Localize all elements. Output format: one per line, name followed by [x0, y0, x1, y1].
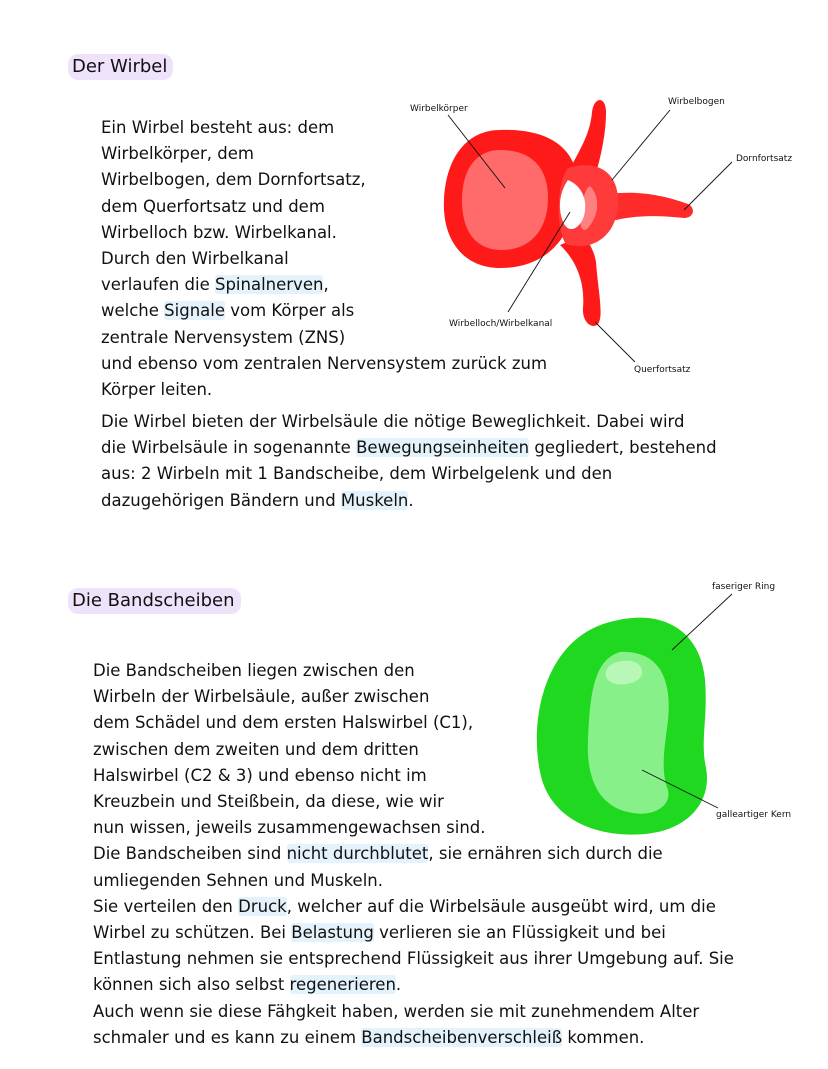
highlighted-term: regenerieren [289, 975, 396, 995]
text-segment: , sie ernähren sich durch die [428, 844, 663, 864]
text-line: Entlastung nehmen sie entsprechend Flüssigkeit aus ihrer Umgebung auf. Sie [93, 949, 734, 969]
text-segment: verlaufen die [101, 275, 215, 295]
highlighted-term: Bewegungseinheiten [356, 438, 530, 458]
text-line: zwischen dem zweiten und dem dritten [93, 739, 419, 759]
highlighted-term: nicht durchblutet [286, 844, 429, 864]
text-line: Wirbelloch bzw. Wirbelkanal. [101, 222, 337, 242]
text-line: zentrale Nervensystem (ZNS) [101, 327, 346, 347]
text-line: umliegenden Sehnen und Muskeln. [93, 870, 383, 890]
text-segment: verlieren sie an Flüssigkeit und bei [373, 923, 666, 943]
text-line: dem Querfortsatz und dem [101, 196, 325, 216]
text-line [93, 1025, 734, 1051]
text-segment: , [323, 275, 329, 295]
text-line: nun wissen, jeweils zusammengewachsen sind. [93, 818, 486, 838]
label-wirbelbogen: Wirbelbogen [668, 97, 725, 107]
highlighted-term: Muskeln [340, 490, 409, 510]
text-segment: gegliedert, bestehend [529, 438, 717, 458]
section-title-wirbel: Der Wirbel [68, 54, 173, 80]
text-segment: Wirbel zu schützen. Bei [93, 923, 292, 943]
highlighted-term: Spinalnerven [214, 275, 324, 295]
text-line: Die Wirbel bieten der Wirbelsäule die nötige Beweglichkeit. Dabei wird [101, 412, 685, 431]
label-faseriger-ring: faseriger Ring [712, 582, 776, 592]
text-line: Kreuzbein und Steißbein, da diese, wie wir [93, 792, 444, 812]
text-segment: kommen. [562, 1027, 645, 1047]
bandscheiben-paragraph [93, 658, 734, 1051]
highlighted-term: Bandscheibenverschleiß [361, 1027, 563, 1047]
text-segment: schmaler und es kann zu einem [93, 1027, 362, 1047]
text-line: Ein Wirbel besteht aus: dem [101, 118, 335, 137]
label-galleartiger-kern: galleartiger Kern [716, 810, 792, 820]
text-line: und ebenso vom zentralen Nervensystem zurück zum [101, 353, 548, 373]
text-segment: Sie verteilen den [93, 896, 239, 916]
text-segment: , welcher auf die Wirbelsäule ausgeübt wird, um die [286, 896, 716, 916]
text-line: Halswirbel (C2 & 3) und ebenso nicht im [93, 765, 427, 785]
text-line: Wirbeln der Wirbelsäule, außer zwischen [93, 687, 430, 707]
highlighted-term: Belastung [291, 923, 374, 943]
text-segment: vom Körper als [225, 301, 355, 321]
label-dornfortsatz: Dornfortsatz [736, 154, 793, 164]
highlighted-term: Druck [238, 896, 287, 916]
text-line: aus: 2 Wirbeln mit 1 Bandscheibe, dem Wirbelgelenk und den [101, 464, 613, 484]
text-segment: welche [101, 301, 165, 321]
highlighted-term: Signale [164, 301, 225, 321]
text-line: Auch wenn sie diese Fähgkeit haben, werden sie mit zunehmendem Alter [93, 1001, 700, 1021]
text-line [93, 894, 734, 920]
text-line: Durch den Wirbelkanal [101, 249, 289, 269]
text-line: Wirbelkörper, dem [101, 144, 254, 164]
text-line [93, 972, 734, 998]
text-line: Wirbelbogen, dem Dornfortsatz, [101, 170, 366, 190]
text-line [93, 920, 734, 946]
text-line: dem Schädel und dem ersten Halswirbel (C1), [93, 713, 474, 733]
text-line: Die Bandscheiben liegen zwischen den [93, 661, 415, 680]
text-segment: Die Bandscheiben sind [93, 844, 287, 864]
label-querfortsatz: Querfortsatz [634, 365, 691, 375]
text-segment: die Wirbelsäule in sogenannte [101, 438, 357, 458]
text-line: Körper leiten. [101, 380, 213, 400]
text-line [93, 841, 734, 867]
text-segment: können sich also selbst [93, 975, 290, 995]
text-segment: dazugehörigen Bändern und [101, 490, 341, 510]
section-title-bandscheiben: Die Bandscheiben [68, 588, 241, 614]
text-segment: . [408, 490, 414, 510]
label-wirbelkoerper: Wirbelkörper [410, 104, 468, 114]
text-segment: . [395, 975, 402, 995]
label-wirbelkanal: Wirbelloch/Wirbelkanal [449, 319, 553, 329]
